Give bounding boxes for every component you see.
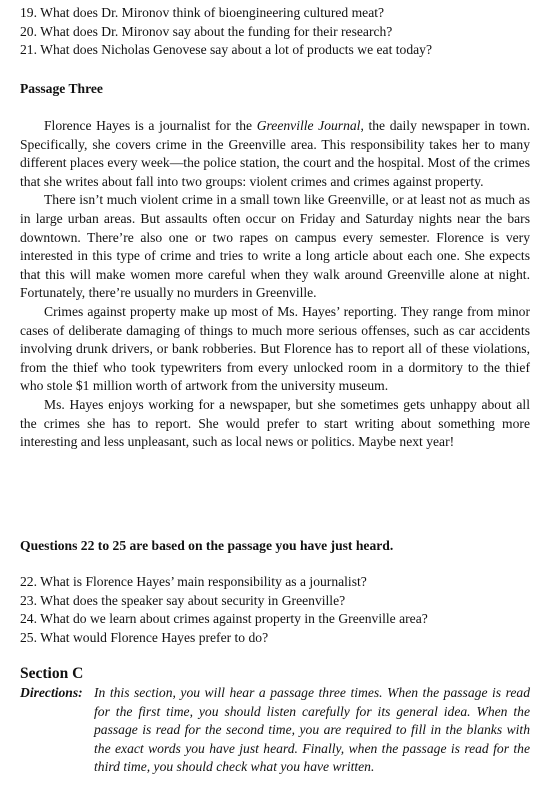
directions-block <box>20 684 530 777</box>
question-19: 19. What does Dr. Mironov think of bioengineering cultured meat? <box>20 5 385 20</box>
directions-label: Directions: <box>20 685 83 700</box>
p1-text-end: , the daily newspaper in town. Specifically, she covers crime in the Greenville area. This responsibility takes her to many different places every week—the police station, the court and the hospital. Most of the crimes that she writes about fall into two groups: violent crimes and crimes against property. <box>20 118 530 189</box>
passage-three-body <box>20 117 530 452</box>
question-24: 24. What do we learn about crimes against property in the Greenville area? <box>20 611 428 627</box>
question-23: 23. What does the speaker say about security in Greenville? <box>20 592 346 608</box>
question-22: 22. What is Florence Hayes’ main responsibility as a journalist? <box>20 574 367 589</box>
question-20: 20. What does Dr. Mironov say about the funding for their research? <box>20 23 393 39</box>
passage-paragraph-4: Ms. Hayes enjoys working for a newspaper, but she sometimes gets unhappy about all the crimes she has to report. She would prefer to start writing about something more interesting and less unpleasant, such as local news or politics. Maybe next year! <box>20 396 530 450</box>
section-c-title: Section C <box>20 665 84 682</box>
passage-three-heading: Passage Three <box>20 81 103 96</box>
directions-text: In this section, you will hear a passage three times. When the passage is read for the first time, you should listen carefully for its general idea. When the passage is read for the second time, you are required to fill in the blanks with the exact words you have just heard. Finally, when the passage is read for the third time, you should check what you have written. <box>94 685 530 775</box>
passage-paragraph-2: There isn’t much violent crime in a small town like Greenville, or at least not as much as in large urban areas. But assaults often occur on Friday and Saturday nights near the bars downtown. There’re also one or two rapes on campus every semester. Florence is very interested in this type of crime and tries to write a long article about each one. She expects that this will make women more careful when they walk around Greenville alone at night. Fortunately, there’re usually no murders in Greenville. <box>20 192 530 301</box>
newspaper-name: Greenville Journal <box>256 118 361 133</box>
question-list-19-21 <box>20 4 432 60</box>
question-list-22-25 <box>20 573 428 647</box>
passage-paragraph-1 <box>20 117 530 191</box>
question-25: 25. What would Florence Hayes prefer to do? <box>20 629 269 645</box>
question-21: 21. What does Nicholas Genovese say about a lot of products we eat today? <box>20 42 432 58</box>
questions-heading: Questions 22 to 25 are based on the passage you have just heard. <box>20 538 394 553</box>
p1-text-start: Florence Hayes is a journalist for the <box>44 118 257 133</box>
passage-paragraph-3: Crimes against property make up most of Ms. Hayes’ reporting. They range from minor cases of deliberate damaging of things to much more serious offenses, such as car accidents involving drunk drivers, or bank robberies. But Florence has to report all of these violations, from the thief who took typewriters from every unlocked room in a dormitory to the thief who stole $1 million worth of artwork from the university museum. <box>20 303 530 394</box>
